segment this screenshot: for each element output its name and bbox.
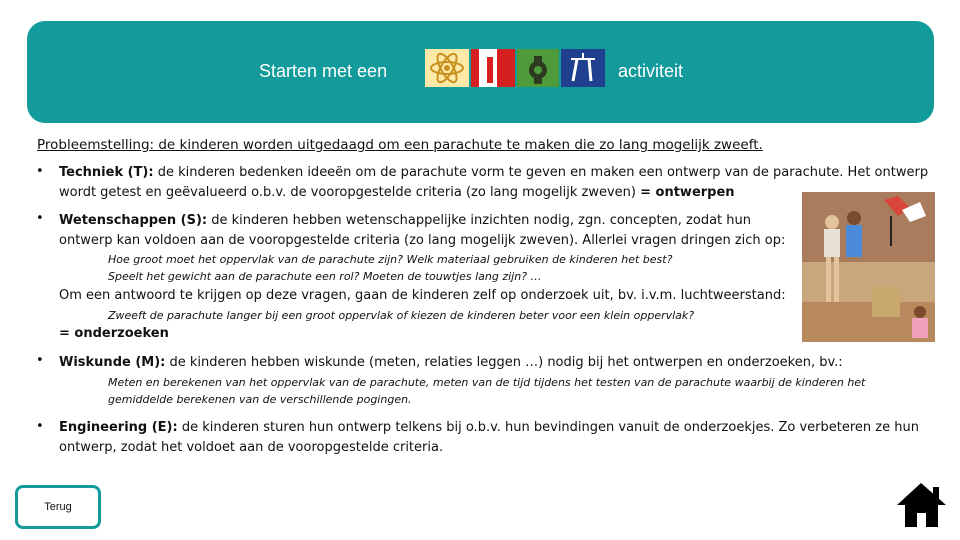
bullet: • (36, 353, 44, 368)
techniek-title: Techniek (T): (59, 165, 154, 180)
header-right-text: activiteit (618, 61, 684, 81)
engineering-title: Engineering (E): (59, 420, 178, 435)
wiskunde-example-1: Meten en berekenen van het oppervlak van de parachute, meten van de tijd tijdens het testen van de parachute waarbij de kinderen het (108, 376, 866, 389)
techniek-line-2 (59, 183, 735, 203)
flask-icon (471, 49, 515, 87)
wetenschappen-question-3: Zweeft de parachute langer bij een groot oppervlak of kiezen de kinderen beter voor een klein oppervlak? (108, 309, 695, 322)
problem-statement: Probleemstelling: de kinderen worden uitgedaagd om een parachute te maken die zo lang mogelijk zweeft. (37, 137, 763, 153)
techniek-text-2: wordt getest en geëvalueerd o.b.v. de vooropgestelde criteria (zo lang mogelijk zweven) (59, 185, 641, 200)
wetenschappen-emphasis-line (59, 324, 169, 344)
bullet: • (36, 211, 44, 226)
gear-icon (517, 49, 559, 87)
atom-icon (425, 49, 469, 87)
stem-logo-strip (425, 49, 605, 87)
wetenschappen-title: Wetenschappen (S): (59, 213, 208, 228)
wetenschappen-text-2: ontwerp kan voldoen aan de vooropgestelde criteria (zo lang mogelijk zweven). Allerlei vragen dringen zich op: (59, 233, 786, 248)
wiskunde-line-1 (59, 353, 843, 373)
wetenschappen-text-1: de kinderen hebben wetenschappelijke inzichten nodig, zgn. concepten, zodat hun (207, 213, 751, 228)
home-icon[interactable] (895, 481, 948, 529)
techniek-line-1 (59, 163, 928, 183)
wetenschappen-question-2: Speelt het gewicht aan de parachute een rol? Moeten de touwtjes lang zijn? … (108, 270, 542, 283)
wiskunde-example-2: gemiddelde berekenen van de verschillende pogingen. (108, 393, 412, 406)
engineering-text-1: de kinderen sturen hun ontwerp telkens bij o.b.v. hun bevindingen vanuit de onderzoekjes. Zo verbeteren ze hun (177, 420, 919, 435)
back-button[interactable]: Terug (15, 485, 101, 529)
wiskunde-title: Wiskunde (M): (59, 355, 166, 370)
wetenschappen-question-1: Hoe groot moet het oppervlak van de parachute zijn? Welk materiaal gebruiken de kinderen het best? (108, 253, 673, 266)
header-left-text: Starten met een (259, 61, 388, 81)
wetenschappen-text-3: Om een antwoord te krijgen op deze vragen, gaan de kinderen zelf op onderzoek uit, bv. i.v.m. luchtweerstand: (59, 288, 786, 303)
children-parachute-photo (802, 192, 935, 342)
bullet: • (36, 164, 44, 179)
wetenschappen-line-1 (59, 211, 751, 231)
techniek-emphasis: = ontwerpen (640, 185, 735, 200)
wetenschappen-emphasis: = onderzoeken (59, 326, 169, 341)
engineering-line-1 (59, 418, 919, 438)
techniek-text-1: de kinderen bedenken ideeën om de parachute vorm te geven en maken een ontwerp van de parachute. Het ontwerp (153, 165, 929, 180)
engineering-text-2: ontwerp, zodat het voldoet aan de vooropgestelde criteria. (59, 440, 444, 455)
bullet: • (36, 419, 44, 434)
wiskunde-text-1: de kinderen hebben wiskunde (meten, relaties leggen …) nodig bij het ontwerpen en onderzoeken, bv.: (165, 355, 843, 370)
compass-icon (561, 49, 605, 87)
